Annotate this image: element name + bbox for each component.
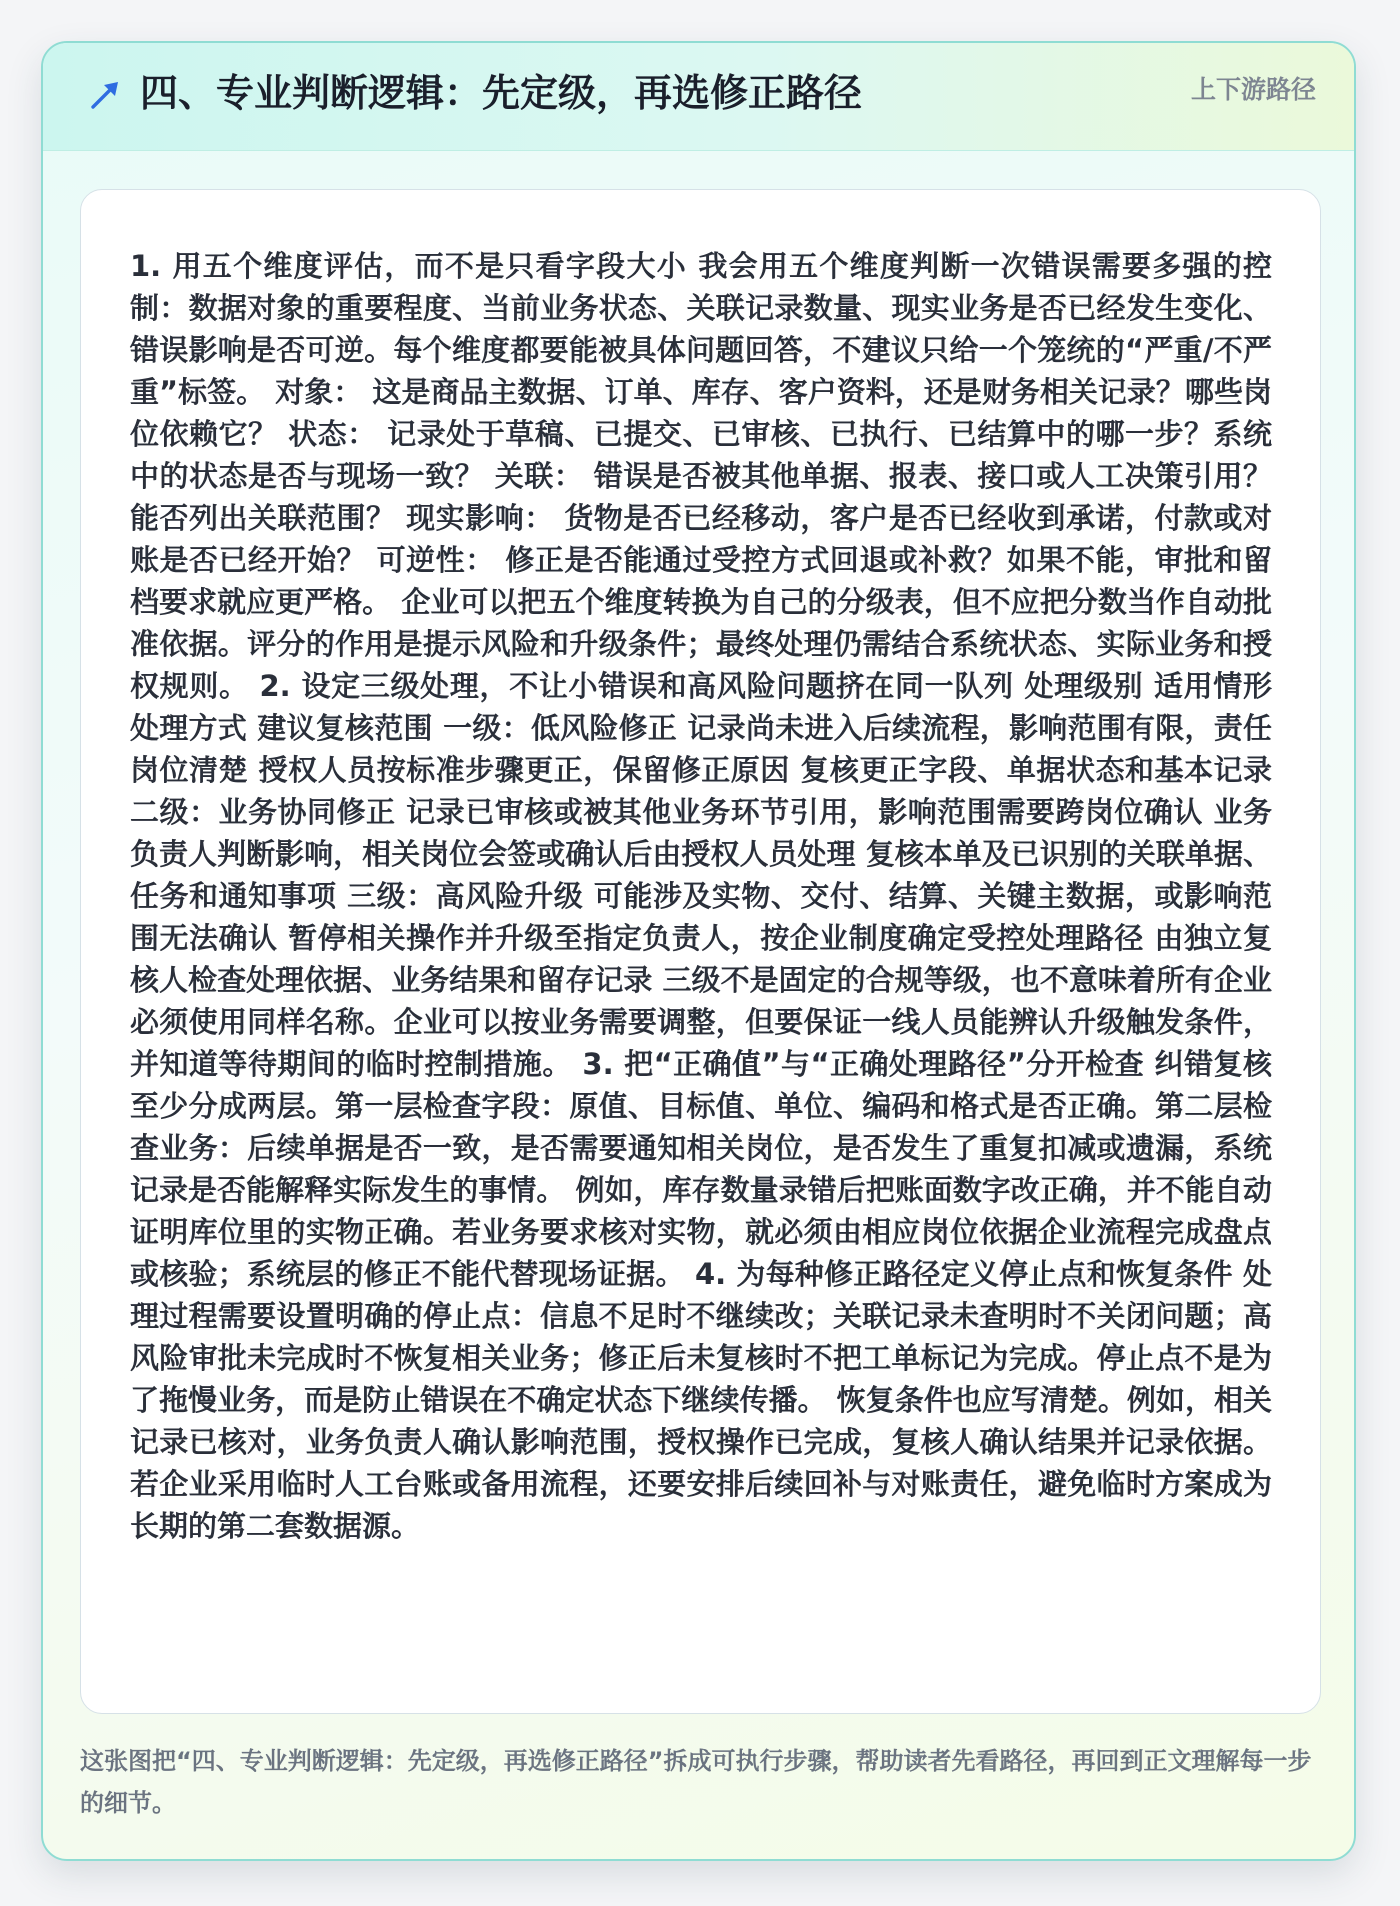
- card-header: [43, 43, 1354, 151]
- content-body-text: 1. 用五个维度评估，而不是只看字段大小 我会用五个维度判断一次错误需要多强的控制：数据对象的重要程度、当前业务状态、关联记录数量、现实业务是否已经发生变化、错误影响是否可逆。每个维度都要能被具体问题回答，不建议只给一个笼统的“严重/不严重”标签。 对象： 这是商品主数据、订单、库存、客户资料，还是财务相关记录？哪些岗位依赖它？ 状态： 记录处于草稿、已提交、已审核、已执行、已结算中的哪一步？系统中的状态是否与现场一致？ 关联： 错误是否被其他单据、报表、接口或人工决策引用？能否列出关联范围？ 现实影响： 货物是否已经移动，客户是否已经收到承诺，付款或对账是否已经开始？ 可逆性： 修正是否能通过受控方式回退或补救？如果不能，审批和留档要求就应更严格。 企业可以把五个维度转换为自己的分级表，但不应把分数当作自动批准依据。评分的作用是提示风险和升级条件；最终处理仍需结合系统状态、实际业务和授权规则。 2. 设定三级处理，不让小错误和高风险问题挤在同一队列 处理级别 适用情形 处理方式 建议复核范围 一级：低风险修正 记录尚未进入后续流程，影响范围有限，责任岗位清楚 授权人员按标准步骤更正，保留修正原因 复核更正字段、单据状态和基本记录 二级：业务协同修正 记录已审核或被其他业务环节引用，影响范围需要跨岗位确认 业务负责人判断影响，相关岗位会签或确认后由授权人员处理 复核本单及已识别的关联单据、任务和通知事项 三级：高风险升级 可能涉及实物、交付、结算、关键主数据，或影响范围无法确认 暂停相关操作并升级至指定负责人，按企业制度确定受控处理路径 由独立复核人检查处理依据、业务结果和留存记录 三级不是固定的合规等级，也不意味着所有企业必须使用同样名称。企业可以按业务需要调整，但要保证一线人员能辨认升级触发条件，并知道等待期间的临时控制措施。 3. 把“正确值”与“正确处理路径”分开检查 纠错复核至少分成两层。第一层检查字段：原值、目标值、单位、编码和格式是否正确。第二层检查业务：后续单据是否一致，是否需要通知相关岗位，是否发生了重复扣减或遗漏，系统记录是否能解释实际发生的事情。 例如，库存数量录错后把账面数字改正确，并不能自动证明库位里的实物正确。若业务要求核对实物，就必须由相应岗位依据企业流程完成盘点或核验；系统层的修正不能代替现场证据。 4. 为每种修正路径定义停止点和恢复条件 处理过程需要设置明确的停止点：信息不足时不继续改；关联记录未查明时不关闭问题；高风险审批未完成时不恢复相关业务；修正后未复核时不把工单标记为完成。停止点不是为了拖慢业务，而是防止错误在不确定状态下继续传播。 恢复条件也应写清楚。例如，相关记录已核对，业务负责人确认影响范围，授权操作已完成，复核人确认结果并记录依据。若企业采用临时人工台账或备用流程，还要安排后续回补与对账责任，避免临时方案成为长期的第二套数据源。: [130, 249, 1272, 1543]
- section-title: 四、专业判断逻辑：先定级，再选修正路径: [140, 71, 863, 115]
- section-card: [41, 41, 1356, 1861]
- content-panel: [80, 189, 1321, 1714]
- section-tag: 上下游路径: [1190, 75, 1316, 104]
- figure-caption: 这张图把“四、专业判断逻辑：先定级，再选修正路径”拆成可执行步骤，帮助读者先看路径，再回到正文理解每一步的细节。: [80, 1747, 1312, 1817]
- arrow-up-right-icon: [87, 77, 123, 113]
